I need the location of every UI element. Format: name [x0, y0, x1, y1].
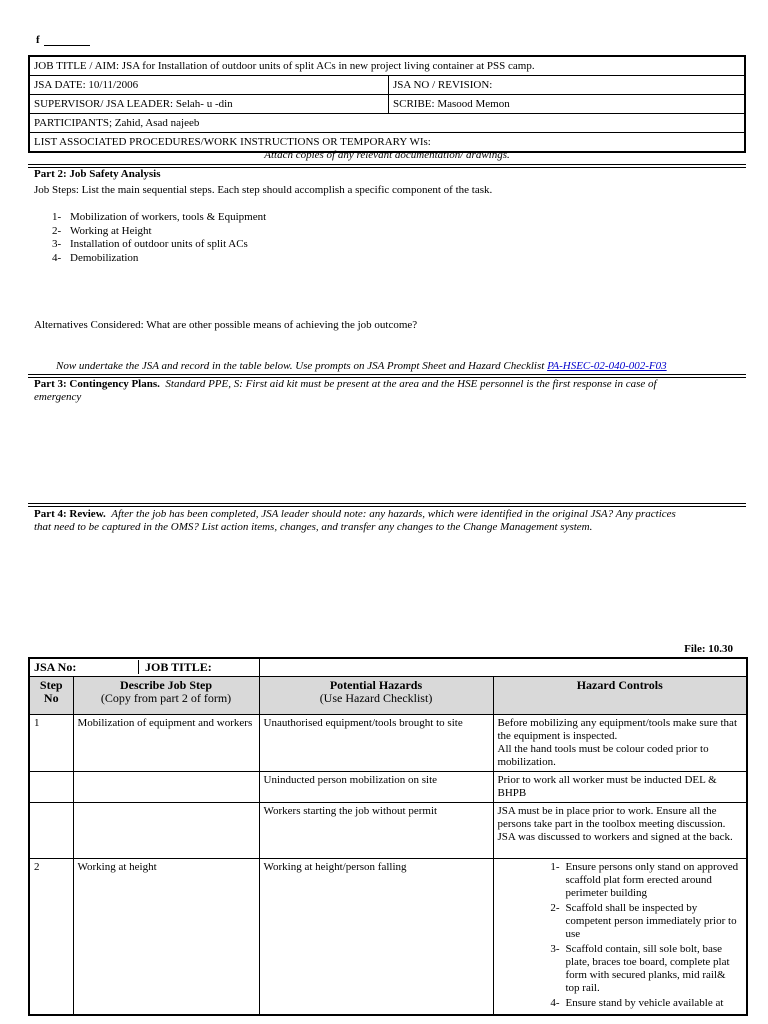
- step-header: Step No: [29, 677, 73, 715]
- jsa-header-table: [28, 55, 746, 153]
- part4-text: Part 4: Review. After the job has been completed, JSA leader should note: any hazards, which were identified in the original JSA? Any practices that need to be captured in the OMS? List action items, changes, and transfer any changes to the Change Management system.: [34, 508, 676, 533]
- alternatives-text: Alternatives Considered: What are other possible means of achieving the job outcome?: [34, 319, 418, 331]
- jsa-table: [28, 657, 748, 1016]
- table-row: 2 Working at height Working at height/person falling 1- Ensure persons only stand on approved scaffold plat form erected around perimeter building 2- Scaffold shall be inspected by competent person immediately prior to use 3- Scaffold contain, sill sole bolt, base plate, braces toe board, complete plat form with secured planks, mid rail& top rail. 4- Ensure stand by vehicle available at: [29, 859, 747, 1016]
- list-item: 3- Installation of outdoor units of split ACs: [52, 238, 248, 250]
- list-item: 4- Ensure stand by vehicle available at: [550, 997, 724, 1009]
- participants-cell: PARTICIPANTS; Zahid, Asad najeeb: [29, 114, 745, 133]
- file-label: File: 10.30: [684, 643, 733, 655]
- list-item: 2- Working at Height: [52, 224, 152, 237]
- jsa-no-cell: JSA NO / REVISION:: [389, 76, 746, 95]
- job-steps-list: [52, 211, 266, 265]
- table-row: Uninducted person mobilization on site Prior to work all worker must be inducted DEL & BHPB: [29, 772, 747, 803]
- jsa-date-cell: JSA DATE: 10/11/2006: [29, 76, 389, 95]
- form-mark: f: [36, 34, 90, 46]
- procedures-cell: LIST ASSOCIATED PROCEDURES/WORK INSTRUCTIONS OR TEMPORARY WIs:: [29, 133, 745, 153]
- job-title-blank: [259, 658, 747, 677]
- supervisor-cell: SUPERVISOR/ JSA LEADER: Selah- u -din: [29, 95, 389, 114]
- jsa-no-label: JSA No: JOB TITLE:: [29, 658, 259, 677]
- list-item: 1- Ensure persons only stand on approved scaffold plat form erected around perimeter building: [550, 861, 739, 899]
- controls-list: [498, 861, 743, 1010]
- prompt-text: Now undertake the JSA and record in the table below. Use prompts on JSA Prompt Sheet and Hazard Checklist PA-HSEC-02-040-002-F03: [56, 360, 667, 372]
- list-item: 3- Scaffold contain, sill sole bolt, base plate, braces toe board, complete plat form with secured planks, mid rail& top rail.: [550, 943, 730, 994]
- hazards-header: Potential Hazards (Use Hazard Checklist): [259, 677, 493, 715]
- part3-text: Part 3: Contingency Plans. Standard PPE, S: First aid kit must be present at the area and the HSE personnel is the first response in case of emergency: [34, 378, 657, 403]
- table-row: 1 Mobilization of equipment and workers Unauthorised equipment/tools brought to site Before mobilizing any equipment/tools make sure that the equipment is inspected. All the hand tools must be colour coded prior to mobilization.: [29, 715, 747, 772]
- part2-title: Part 2: Job Safety Analysis: [34, 168, 161, 180]
- scribe-cell: SCRIBE: Masood Memon: [389, 95, 746, 114]
- job-title-cell: JOB TITLE / AIM: JSA for Installation of outdoor units of split ACs in new project living container at PSS camp.: [29, 56, 745, 76]
- describe-header: Describe Job Step (Copy from part 2 of form): [73, 677, 259, 715]
- attach-note: Attach copies of any relevant documentation/ drawings.: [264, 149, 510, 161]
- hazard-checklist-link[interactable]: PA-HSEC-02-040-002-F03: [547, 360, 667, 372]
- controls-header: Hazard Controls: [493, 677, 747, 715]
- list-item: 2- Scaffold shall be inspected by competent person immediately prior to use: [550, 902, 737, 940]
- list-item: 1- Mobilization of workers, tools & Equipment: [52, 211, 267, 223]
- table-row: Workers starting the job without permit JSA must be in place prior to work. Ensure all the persons take part in the toolbox meeting discussion. JSA was discussed to workers and signed at the back.: [29, 803, 747, 859]
- divider: [28, 503, 746, 507]
- part2-instruction: Job Steps: List the main sequential steps. Each step should accomplish a specific component of the task.: [34, 184, 493, 196]
- list-item: 4- Demobilization: [52, 251, 139, 264]
